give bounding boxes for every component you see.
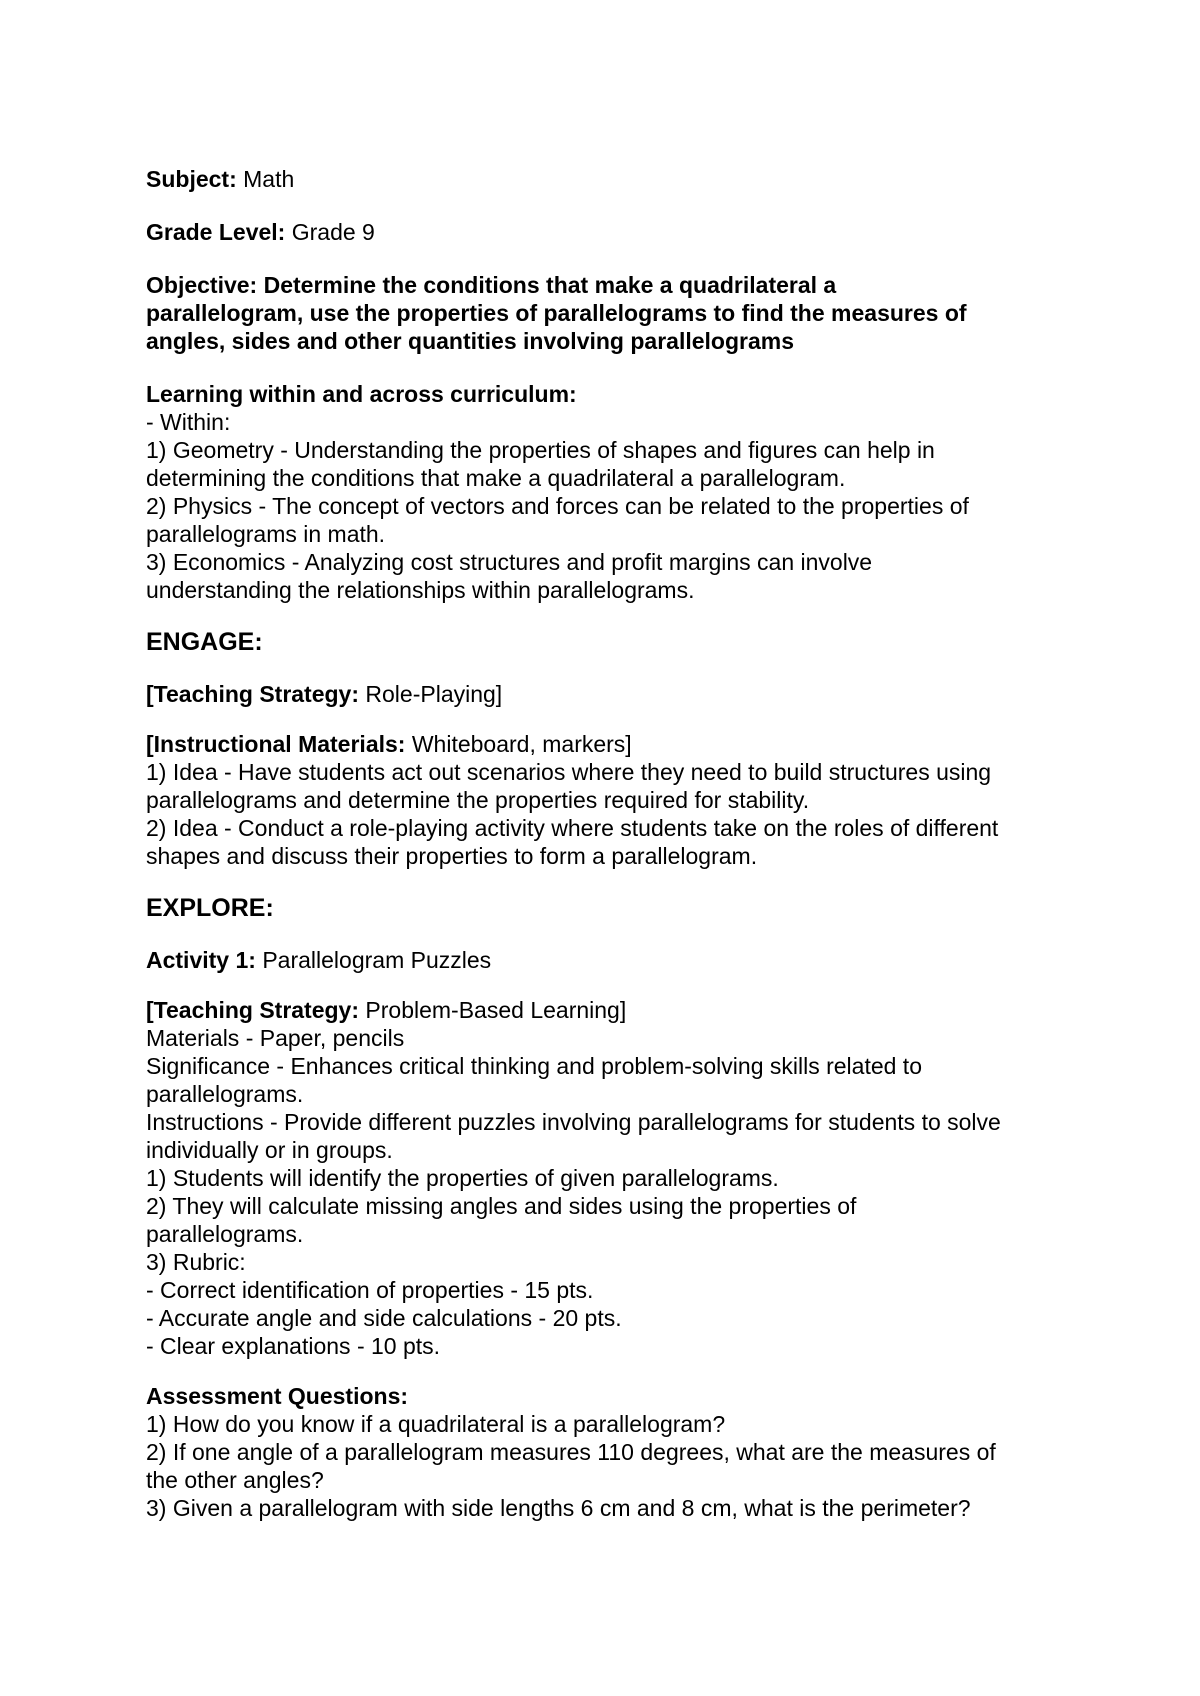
objective-line-1	[146, 271, 1076, 299]
grade-level-label: Grade Level:	[146, 219, 286, 245]
explore-line: individually or in groups.	[146, 1137, 393, 1163]
assessment-question: 3) Given a parallelogram with side lengths 6 cm and 8 cm, what is the perimeter?	[146, 1495, 971, 1521]
assessment-question: 2) If one angle of a parallelogram measures 110 degrees, what are the measures of	[146, 1439, 996, 1465]
engage-line: 1) Idea - Have students act out scenarios where they need to build structures using	[146, 759, 992, 785]
document-page	[146, 165, 1076, 1522]
explore-heading: EXPLORE:	[146, 894, 274, 922]
activity-value: Parallelogram Puzzles	[262, 947, 492, 973]
explore-line: parallelograms.	[146, 1221, 304, 1247]
subject-line	[146, 165, 1076, 193]
explore-strategy-open: [	[146, 997, 154, 1023]
engage-line: parallelograms and determine the properties required for stability.	[146, 787, 810, 813]
objective-line-2: parallelogram, use the properties of parallelograms to find the measures of	[146, 300, 967, 326]
explore-line: 1) Students will identify the properties of given parallelograms.	[146, 1165, 779, 1191]
objective-line-3: angles, sides and other quantities involving parallelograms	[146, 328, 794, 354]
explore-line: parallelograms.	[146, 1081, 304, 1107]
engage-materials-line	[146, 730, 1076, 758]
learning-line: 3) Economics - Analyzing cost structures and profit margins can involve	[146, 549, 873, 575]
engage-strategy-label: Teaching Strategy:	[153, 681, 360, 707]
explore-line: Significance - Enhances critical thinking and problem-solving skills related to	[146, 1053, 922, 1079]
engage-strategy-value: Role-Playing]	[365, 681, 503, 707]
learning-title: Learning within and across curriculum:	[146, 381, 577, 407]
explore-line: 2) They will calculate missing angles and sides using the properties of	[146, 1193, 857, 1219]
explore-line: - Clear explanations - 10 pts.	[146, 1333, 441, 1359]
learning-line: parallelograms in math.	[146, 521, 386, 547]
subject-value: Math	[243, 166, 295, 192]
explore-line: Materials - Paper, pencils	[146, 1025, 405, 1051]
explore-strategy-label: Teaching Strategy:	[153, 997, 360, 1023]
explore-line: 3) Rubric:	[146, 1249, 246, 1275]
engage-strategy-line	[146, 680, 1076, 708]
learning-line: 2) Physics - The concept of vectors and forces can be related to the properties of	[146, 493, 969, 519]
learning-line: determining the conditions that make a quadrilateral a parallelogram.	[146, 465, 846, 491]
learning-line: - Within:	[146, 409, 231, 435]
engage-heading: ENGAGE:	[146, 628, 263, 656]
learning-line: 1) Geometry - Understanding the properties of shapes and figures can help in	[146, 437, 935, 463]
objective-text-1: Determine the conditions that make a quadrilateral a	[263, 272, 837, 298]
assessment-title: Assessment Questions:	[146, 1383, 409, 1409]
engage-strategy-open: [	[146, 681, 154, 707]
engage-materials-open: [	[146, 731, 154, 757]
explore-strategy-line	[146, 996, 1076, 1024]
engage-line: 2) Idea - Conduct a role-playing activity where students take on the roles of different	[146, 815, 999, 841]
engage-materials-label: Instructional Materials:	[153, 731, 406, 757]
explore-line: Instructions - Provide different puzzles involving parallelograms for students to solve	[146, 1109, 1001, 1135]
subject-label: Subject:	[146, 166, 237, 192]
learning-line: understanding the relationships within parallelograms.	[146, 577, 695, 603]
engage-materials-value: Whiteboard, markers]	[411, 731, 632, 757]
grade-level-value: Grade 9	[291, 219, 375, 245]
explore-strategy-value: Problem-Based Learning]	[365, 997, 627, 1023]
engage-line: shapes and discuss their properties to form a parallelogram.	[146, 843, 758, 869]
explore-line: - Correct identification of properties - 15 pts.	[146, 1277, 594, 1303]
assessment-question: the other angles?	[146, 1467, 324, 1493]
activity-label: Activity 1:	[146, 947, 256, 973]
assessment-question: 1) How do you know if a quadrilateral is a parallelogram?	[146, 1411, 726, 1437]
explore-line: - Accurate angle and side calculations - 20 pts.	[146, 1305, 622, 1331]
grade-level-line	[146, 218, 1076, 246]
objective-label: Objective:	[146, 272, 258, 298]
activity-line	[146, 946, 1076, 974]
